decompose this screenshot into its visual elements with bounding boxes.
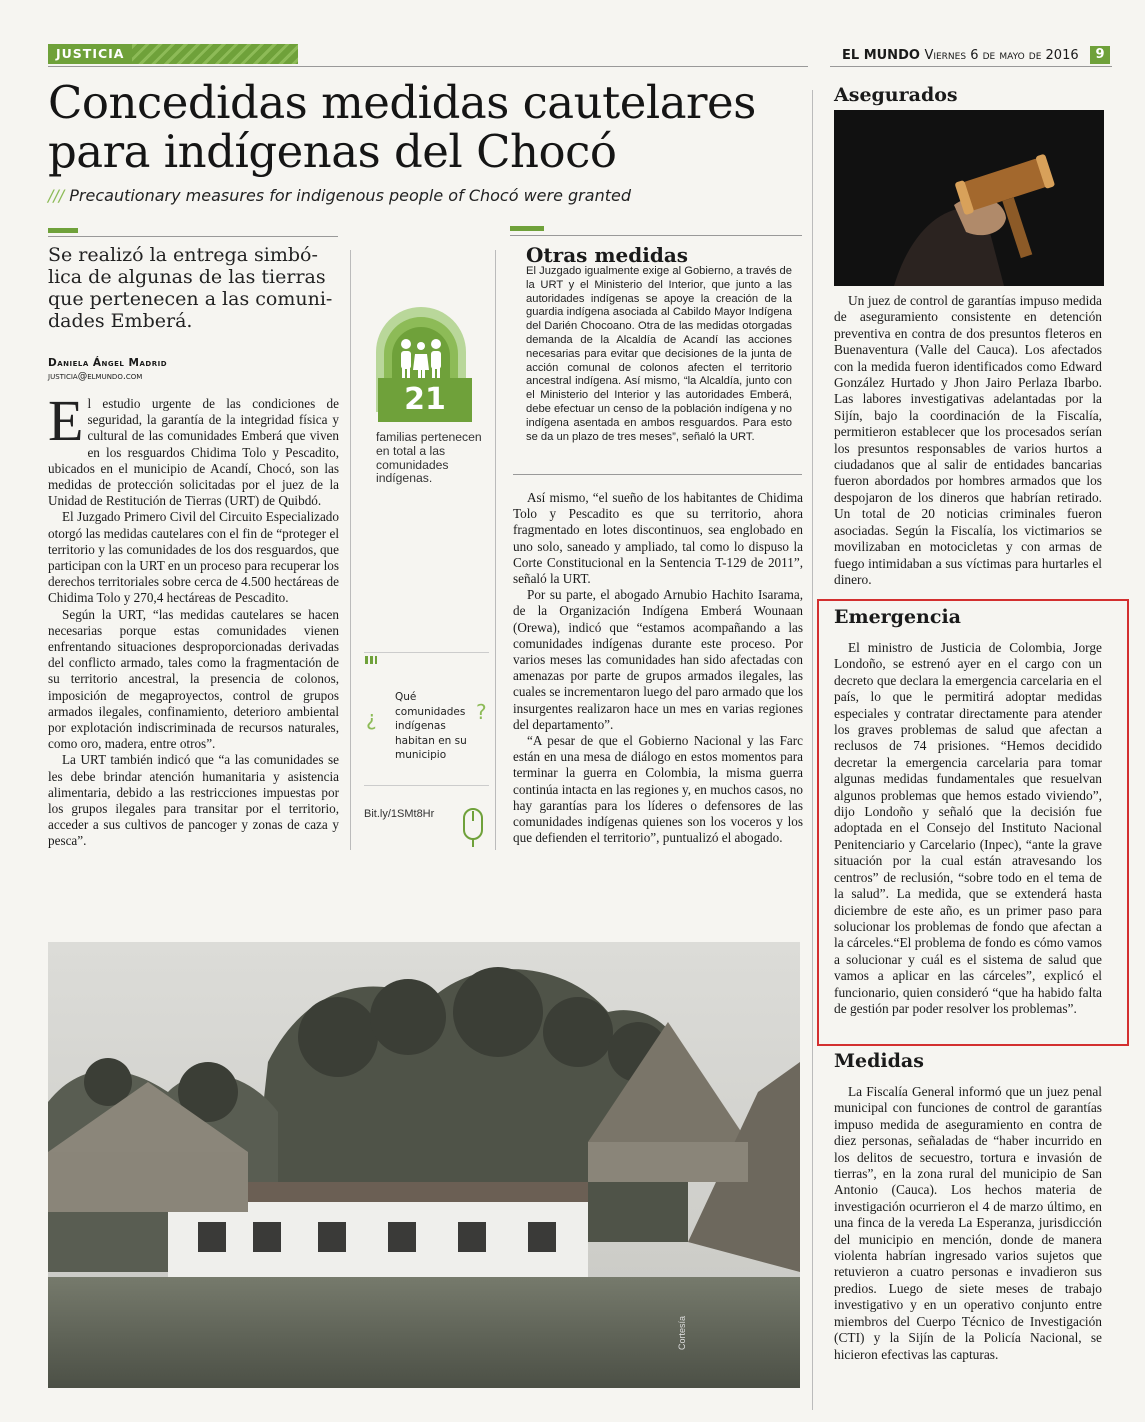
question-rule-top: [364, 652, 489, 653]
masthead: EL MUNDO: [842, 48, 920, 63]
byline-author: Daniela Ángel Madrid: [48, 357, 168, 369]
otras-text: El Juzgado igualmente exige al Gobierno, a través de la URT y el Ministerio del Interior, que junto a las autoridades indígenas se apoye la creación de la guardia indígena asociada al Cabildo Mayor Indígena del Darién Chocoano. Otra de las medidas otorgadas demanda de la Alcaldía de Acandí las acciones necesarias para evitar que decisiones de la junta de acción comunal de colonos afecten el territorio ancestral indígena. Así mismo, “la Alcaldía, junto con el Ministerio del Interior y las autoridades Emberá, debe efectuar un censo de la población indígena y no indígena asentada en ambos resguardos. Para esto se da un plazo de tres meses”, señaló la URT.: [526, 265, 792, 443]
photo-credit: Cortesía: [677, 1315, 687, 1350]
question-marker: [365, 656, 377, 664]
masthead-line: [842, 48, 1079, 63]
paragraph: La URT también indicó que “a las comunidades se les debe brindar atención humanitaria y asistencia alimentaria, debido a las restricciones impuestas por los grupos ilegales para transitar por el territorio, acceder a sus cultivos de pancoger y zonas de caza y pesca”.: [48, 752, 339, 849]
page-number: 9: [1090, 46, 1110, 64]
column-divider: [350, 250, 351, 850]
issue-date: Viernes 6 de mayo de 2016: [924, 48, 1079, 63]
paragraph: Por su parte, el abogado Arnubio Hachito Isarama, de la Organización Indígena Emberá Wounaan (Orewa), indicó que “estamos acompañando a las comunidades indígenas durante este proceso. Por varios meses las comunidades han sido afectadas con amenazas por parte de grupos armados ilegales, las cuales se incrementaron luego del paro armado que los insurgentes realizaron hace un mes en varias regiones del departamento”.: [513, 587, 803, 732]
lead-rule: [48, 236, 338, 237]
asegurados-title: Asegurados: [834, 84, 958, 106]
subtitle-slashes: ///: [48, 186, 65, 205]
short-link[interactable]: Bit.ly/1SMt8Hr: [364, 808, 435, 820]
header-rule: [48, 66, 808, 67]
section-tag: [48, 44, 298, 64]
subtitle: [48, 186, 631, 205]
lead-line: dades Emberá.: [48, 310, 193, 332]
dropcap: E: [48, 388, 84, 453]
headline-line-1: Concedidas medidas cautelares: [48, 76, 756, 129]
lead-line: lica de algunas de las tierras: [48, 266, 326, 288]
section-label: JUSTICIA: [48, 44, 132, 64]
question-close-mark: ?: [476, 700, 487, 724]
otras-rule-bottom: [513, 474, 802, 475]
families-count: 21: [378, 378, 472, 422]
otras-rule: [510, 235, 802, 236]
emergencia-text: El ministro de Justicia de Colombia, Jorge Londoño, se estrenó ayer en el cargo con un decreto que declara la emergencia carcelaria en el país, lo que le permitirá adoptar medidas especiales y contratar directamente para atender los graves problemas de salud que afectan a reclusos de 74 prisiones. “Hemos decidido decretar la emergencia carcelaria para tomar algunas medidas fundamentales que resuelvan algunos problemas que hemos estado viviendo”, dijo Londoño y señaló que la decisión fue adoptada en el Consejo del Instituto Nacional Penitenciario y Carcelario (Inpec), “ante la grave situación por la cual están atravesando los centros” de reclusión, “sobre todo en el tema de la salud”. La medida, que se extenderá hasta diciembre de este año, es un primer paso para solucionar los problemas de fondo que afectan a la cárceles.“El problema de fondo es cómo vamos a solucionar y cuál es el sistema de salud que vamos a aplicar en las cárceles”, explicó el funcionario, quien consideró “que ha habido falta de gestión par poder resolver los problemas”.: [834, 640, 1102, 1016]
emergencia-title: Emergencia: [834, 606, 961, 628]
lead: [48, 244, 332, 332]
paragraph: El Juzgado Primero Civil del Circuito Especializado otorgó las medidas cautelares con el fin de “proteger el territorio y las comunidades de los dos resguardos, que participan con la URT en un proceso para recuperar los derechos territoriales sobre cerca de 4.500 hectáreas de Chidima Tolo y 270,4 hectáreas de Pescadito.: [48, 509, 339, 606]
lead-marker: [48, 228, 78, 233]
asegurados-text: Un juez de control de garantías impuso medida de aseguramiento consistente en detención preventiva en contra de dos presuntos fleteros en Buenaventura (Valle del Cauca). Los afectados con la medida fueron identificados como Edward González Hurtado y Jhon Jairo Perlaza Ibarbo. Las labores investigativas adelantadas por la Sijín, bajo la coordinación de la Fiscalía, permitieron establecer que los procesados serían los presuntos responsables de varios hurtos a ciudadanos que al salir de entidades bancarias fueron abordados por hombres armados que los despojaron de los dineros que habrían retirado. Un total de 20 noticias criminales fueron asociadas. Según la Fiscalía, los victimarios se movilizaban en motocicletas y con armas de fuego intimidaban a sus víctimas para hurtarles el dinero.: [834, 293, 1102, 587]
paragraph: “A pesar de que el Gobierno Nacional y las Farc están en una mesa de diálogo en estos momentos para terminar la guerra en Colombia, la misma guerra continúa intacta en las regiones y, en muchos casos, no hay garantías para los líderes o defensores de las comunidades indígenas quienes son los voceros y los que defienden el territorio”, puntualizó el abogado.: [513, 733, 803, 846]
question-text: Qué comunidades indígenas habitan en su municipio: [395, 691, 467, 761]
gavel-photo: [834, 110, 1104, 286]
question-open-mark: ¿: [366, 706, 377, 730]
headline-line-2: para indígenas del Chocó: [48, 125, 617, 178]
lead-line: Se realizó la entrega simbó-: [48, 244, 318, 266]
otras-title: Otras medidas: [526, 243, 689, 267]
column-divider: [812, 90, 813, 1410]
paragraph: l estudio urgente de las condiciones de seguridad, la garantía de la integridad física y cultural de las comunidades Emberá que viven en los resguardos Chidima Tolo y Pescadito, ubicados en el municipio de Acandí, Chocó, son las medidas de protección solicitadas por el juez de la Unidad de Restitución de Tierras (URT) de Quibdó.: [48, 396, 339, 509]
headline: [48, 78, 756, 176]
subtitle-text: Precautionary measures for indigenous people of Chocó were granted: [69, 186, 631, 205]
question-rule-bottom: [364, 785, 489, 786]
byline-email[interactable]: justicia@elmundo.com: [48, 371, 143, 382]
paragraph: Así mismo, “el sueño de los habitantes de Chidima Tolo y Pescadito es que su territorio, ahora fragmentado en lotes discontinuos, sea englobado en uno solo, saneado y ampliado, tal como lo dispuso la Corte Constitucional en la Sentencia T-129 de 2011”, señaló la URT.: [513, 490, 803, 587]
otras-marker: [510, 226, 544, 231]
column-divider: [495, 250, 496, 850]
article-body-col3: [513, 490, 803, 846]
mouse-icon: [462, 805, 484, 853]
families-caption: familias pertenecen en total a las comunidades indígenas.: [376, 430, 482, 486]
medidas-title: Medidas: [834, 1050, 924, 1072]
lead-line: que pertenecen a las comuni-: [48, 288, 333, 310]
medidas-text: La Fiscalía General informó que un juez penal municipal con funciones de control de garantías impuso medida de aseguramiento en contra de diez personas, señaladas de “haber incurrido en los delitos de secuestro, tortura e invasión de tierras”, en la zona rural del municipio de San Antonio (Cauca). Los hechos materia de investigación ocurrieron el 4 de marzo último, en una finca de la vereda La Esperanza, jurisdicción del municipio en mención, donde de manera violenta habrían ingresado varios sujetos que retuvieron a cuatro personas e invadieron sus predios. Luego de siete meses de trabajo investigativo y en un operativo conjunto entre miembros del Cuerpo Técnico de Investigación (CTI) y la Sijín de la Policía Nacional, se hicieron efectivas las capturas.: [834, 1084, 1102, 1362]
header-rule-right: [830, 66, 1112, 67]
article-body-col1: [48, 388, 339, 850]
paragraph: Según la URT, “las medidas cautelares se hacen necesarias porque estas comunidades vienen enfrentando situaciones desproporcionadas derivadas del conflicto armado, tales como la fragmentación de su territorio ancestral, la presencia de colonos, imposición de megaproyectos, control de grupos armados ilegales, confinamiento, deterioro ambiental por explotación indiscriminada de recursos naturales, como oro, madera, entre otros”.: [48, 606, 339, 752]
